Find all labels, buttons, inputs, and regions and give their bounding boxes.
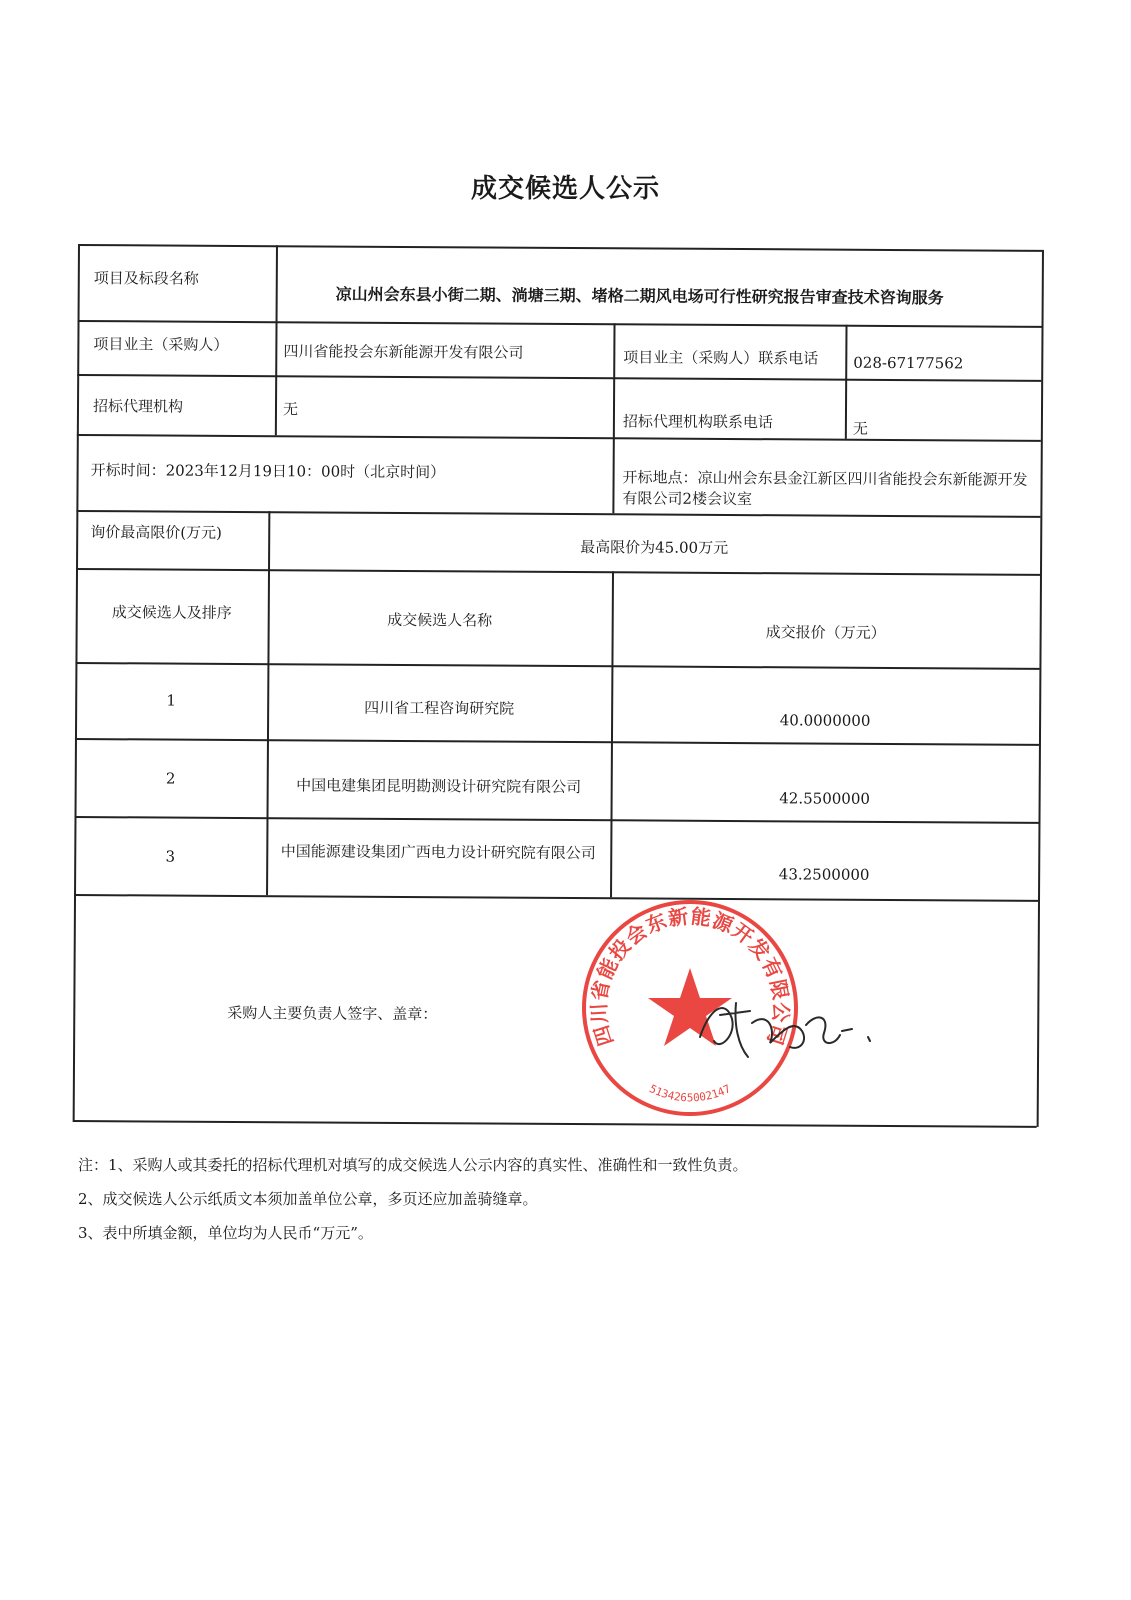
table-rule [76,510,1040,517]
column-header-name: 成交候选人名称 [387,610,493,630]
candidate-name-cell: 四川省工程咨询研究院 [364,698,515,718]
table-rule [78,320,1042,327]
handwritten-signature [690,985,890,1065]
seal-text: 四川省能投会东新能源开发有限公司 [586,904,794,1049]
page-title: 成交候选人公示 [470,174,660,204]
owner-phone-value: 028-67177562 [853,353,964,373]
column-header-price: 成交报价（万元） [765,623,886,642]
table-rule [275,245,278,435]
note-item: 2、成交候选人公示纸质文本须加盖单位公章，多页还应加盖骑缝章。 [78,1190,538,1208]
signature-label: 采购人主要负责人签字、盖章： [227,1003,438,1024]
table-rule [77,374,1041,381]
candidate-name-cell: 中国电建集团昆明勘测设计研究院有限公司 [296,776,582,797]
price-cell: 42.5500000 [779,789,871,808]
svg-text:5134265002147 [647,1082,733,1104]
table-rule [1037,250,1044,1127]
table-rule [612,323,615,513]
rank-cell: 1 [166,691,177,710]
notes-section [78,1148,748,1250]
table-rule [76,568,1040,575]
note-item: 3、表中所填金额，单位均为人民币“万元”。 [78,1224,373,1242]
limit-value: 最高限价为45.00万元 [580,538,729,557]
agency-label: 招标代理机构 [92,397,184,416]
owner-phone-label: 项目业主（采购人）联系电话 [623,348,819,368]
agency-value: 无 [282,400,299,419]
table-rule [74,816,1038,823]
open-time: 开标时间：2023年12月19日10：00时（北京时间） [90,461,446,482]
rank-cell: 3 [165,847,176,866]
table-rule [73,244,80,1120]
project-value: 凉山州会东县小街二期、淌塘三期、堵格二期风电场可行性研究报告审查技术咨询服务 [335,284,944,308]
open-place: 开标地点：凉山州会东县金江新区四川省能投会东新能源开发有限公司2楼会议室 [622,468,1028,509]
column-header-rank: 成交候选人及排序 [111,603,232,622]
table-rule [75,738,1039,745]
limit-label: 询价最高限价(万元) [90,523,223,542]
table-rule [75,662,1039,669]
table-rule [845,325,847,439]
table-rule [74,894,1038,901]
agency-phone-value: 无 [852,419,868,438]
price-cell: 43.2500000 [778,865,870,884]
agency-phone-label: 招标代理机构联系电话 [622,412,773,432]
rank-cell: 2 [165,769,176,788]
announcement-table [73,244,1058,1150]
table-rule [77,434,1041,441]
owner-label: 项目业主（采购人） [93,335,229,354]
price-cell: 40.0000000 [779,711,871,730]
note-item: 注：1、采购人或其委托的招标代理机对填写的成交候选人公示内容的真实性、准确性和一致性负责。 [78,1156,748,1174]
table-rule [73,1120,1037,1127]
candidate-name-cell: 中国能源建设集团广西电力设计研究院有限公司 [280,842,596,863]
seal-number: 5134265002147 [647,1082,733,1105]
owner-value: 四川省能投会东新能源开发有限公司 [283,342,524,362]
table-rule [78,244,1042,251]
project-label: 项目及标段名称 [93,269,199,288]
